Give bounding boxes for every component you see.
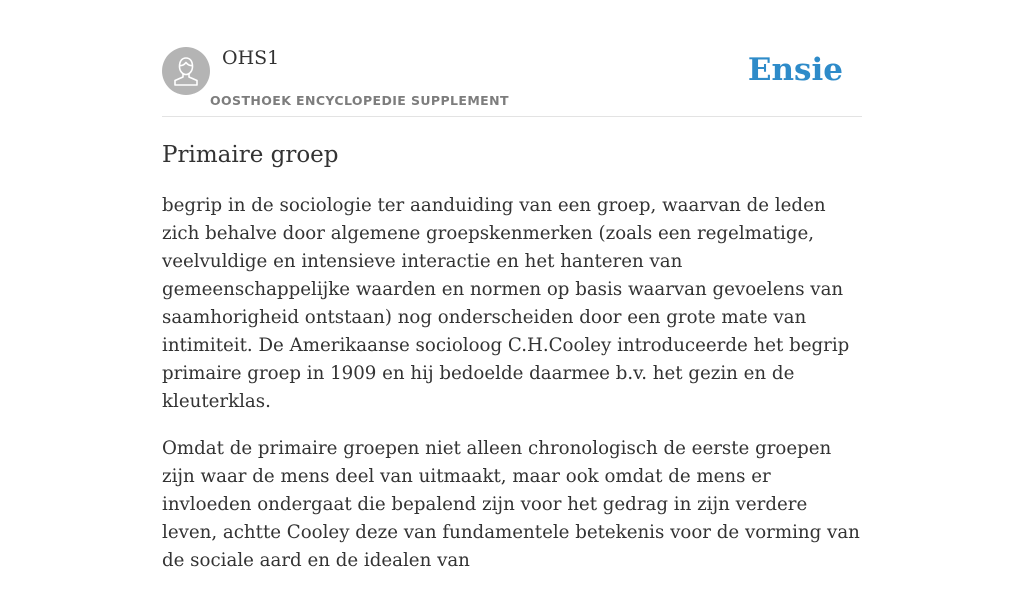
ensie-logo[interactable]: Ensie [747,52,843,88]
user-icon [162,47,210,95]
author-avatar[interactable] [162,47,210,95]
article-header [162,0,862,117]
article-paragraph: Omdat de primaire groepen niet alleen chronologisch de eerste groepen zijn waar de mens deel van uitmaakt, maar ook omdat de mens er invloeden ondergaat die bepalend zijn voor het gedrag in zijn verdere leven, achtte Cooley deze van fundamentele betekenis voor de vorming van de sociale aard en de idealen van [162,438,860,571]
article-body [162,192,864,594]
author-name[interactable]: OHS1 [222,47,280,69]
source-label[interactable]: OOSTHOEK ENCYCLOPEDIE SUPPLEMENT [210,93,509,108]
article-title: Primaire groep [162,142,339,168]
article-paragraph: begrip in de sociologie ter aanduiding van een groep, waarvan de leden zich behalve door algemene groepskenmerken (zoals een regelmatige, veelvuldige en intensieve interactie en het hanteren van gemeenschappelijke waarden en normen op basis waarvan gevoelens van saamhorigheid ontstaan) nog onderscheiden door een grote mate van intimiteit. De Amerikaanse socioloog C.H.Cooley introduceerde het begrip primaire groep in 1909 en hij bedoelde daarmee b.v. het gezin en de kleuterklas. [162,195,850,412]
